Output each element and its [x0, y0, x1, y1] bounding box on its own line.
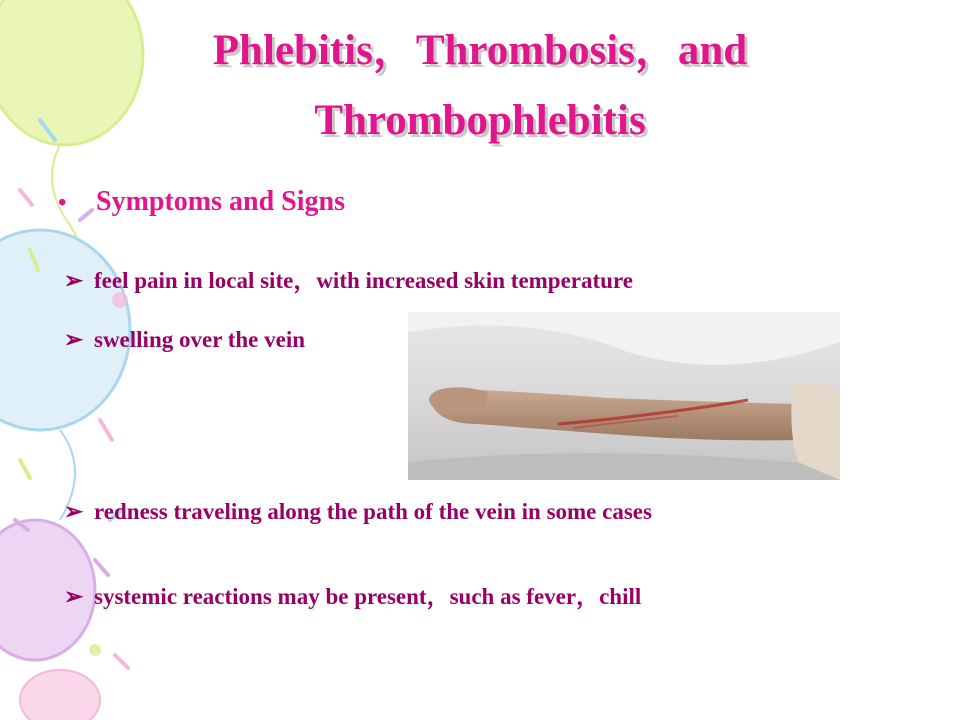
- symptom-text: feel pain in local site，with increased skin temperature: [94, 268, 633, 293]
- slide-title-line1: Phlebitis，Thrombosis，and: [212, 27, 748, 74]
- symptom-item: [64, 327, 305, 353]
- arrow-bullet-icon: ➢: [64, 327, 84, 352]
- symptom-item: [64, 262, 633, 295]
- bullet-heading-text: Symptoms and Signs: [96, 186, 345, 217]
- arrow-bullet-icon: ➢: [64, 268, 84, 293]
- arrow-bullet-icon: ➢: [64, 584, 84, 609]
- bullet-icon: •: [58, 190, 67, 216]
- symptom-item: [64, 499, 652, 525]
- slide-title-line2: Thrombophlebitis: [314, 97, 646, 144]
- symptom-item: [64, 578, 641, 611]
- forearm-phlebitis-photo: [408, 312, 840, 480]
- bullet-heading: [58, 186, 345, 218]
- symptom-text: swelling over the vein: [94, 327, 306, 352]
- symptom-text: redness traveling along the path of the vein in some cases: [94, 499, 652, 524]
- symptom-text: systemic reactions may be present，such as fever，chill: [94, 584, 642, 609]
- arrow-bullet-icon: ➢: [64, 499, 84, 524]
